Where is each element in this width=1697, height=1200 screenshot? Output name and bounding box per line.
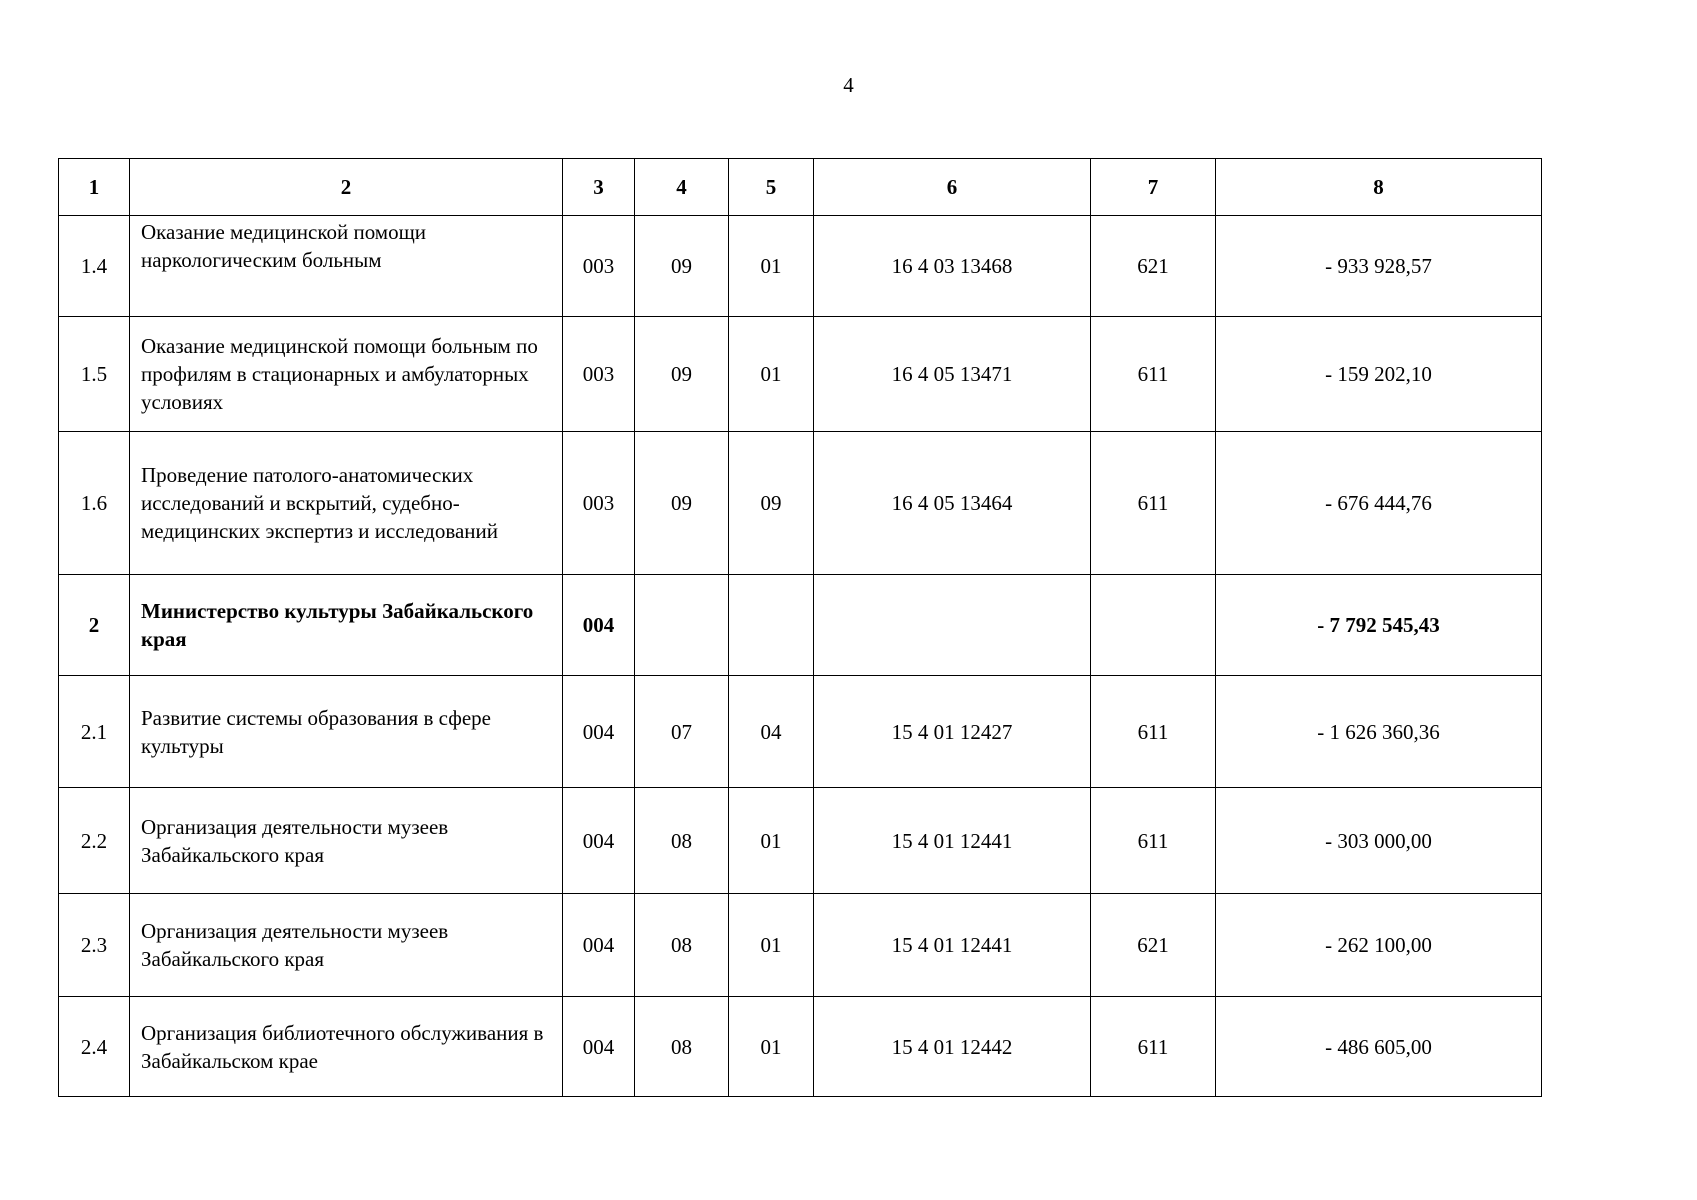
cell-col6 [814, 575, 1091, 676]
cell-col6: 15 4 01 12441 [814, 788, 1091, 894]
cell-col5: 01 [729, 317, 814, 432]
column-header: 3 [563, 159, 635, 216]
cell-col6: 15 4 01 12427 [814, 676, 1091, 788]
column-header: 7 [1091, 159, 1216, 216]
cell-col3: 004 [563, 676, 635, 788]
column-header: 5 [729, 159, 814, 216]
table-row [59, 894, 1542, 997]
row-number: 2.1 [59, 676, 130, 788]
cell-col4: 08 [635, 788, 729, 894]
table-header-row [59, 159, 1542, 216]
cell-amount: - 1 626 360,36 [1216, 676, 1542, 788]
cell-col6: 16 4 05 13464 [814, 432, 1091, 575]
row-name: Министерство культуры Забайкальского края [130, 575, 563, 676]
cell-col6: 16 4 03 13468 [814, 216, 1091, 317]
cell-amount: - 303 000,00 [1216, 788, 1542, 894]
row-name: Организация библиотечного обслуживания в Забайкальском крае [130, 997, 563, 1097]
row-name: Развитие системы образования в сфере культуры [130, 676, 563, 788]
table-row [59, 676, 1542, 788]
table-row [59, 216, 1542, 317]
cell-col6: 15 4 01 12441 [814, 894, 1091, 997]
cell-col4: 09 [635, 216, 729, 317]
column-header: 4 [635, 159, 729, 216]
table-row [59, 317, 1542, 432]
cell-col7: 611 [1091, 317, 1216, 432]
cell-amount: - 159 202,10 [1216, 317, 1542, 432]
table-row-section [59, 575, 1542, 676]
row-number: 2 [59, 575, 130, 676]
cell-col3: 003 [563, 216, 635, 317]
row-name: Проведение патолого-анатомических исследований и вскрытий, судебно-медицинских экспертиз и исследований [130, 432, 563, 575]
cell-col4: 08 [635, 997, 729, 1097]
cell-col5: 01 [729, 894, 814, 997]
cell-col7 [1091, 575, 1216, 676]
cell-col4: 09 [635, 317, 729, 432]
row-number: 2.3 [59, 894, 130, 997]
cell-col6: 15 4 01 12442 [814, 997, 1091, 1097]
cell-col5: 01 [729, 216, 814, 317]
column-header: 6 [814, 159, 1091, 216]
row-name: Оказание медицинской помощи наркологическим больным [130, 216, 563, 317]
table-row [59, 432, 1542, 575]
cell-col6: 16 4 05 13471 [814, 317, 1091, 432]
cell-amount: - 486 605,00 [1216, 997, 1542, 1097]
row-number: 1.5 [59, 317, 130, 432]
row-number: 1.6 [59, 432, 130, 575]
column-header: 1 [59, 159, 130, 216]
cell-col3: 003 [563, 317, 635, 432]
column-header: 8 [1216, 159, 1542, 216]
cell-col5: 04 [729, 676, 814, 788]
cell-amount: - 676 444,76 [1216, 432, 1542, 575]
cell-col7: 621 [1091, 894, 1216, 997]
cell-col3: 004 [563, 997, 635, 1097]
cell-col7: 611 [1091, 432, 1216, 575]
cell-col4 [635, 575, 729, 676]
row-number: 1.4 [59, 216, 130, 317]
cell-col3: 004 [563, 788, 635, 894]
cell-col7: 611 [1091, 676, 1216, 788]
cell-amount: - 7 792 545,43 [1216, 575, 1542, 676]
budget-table [58, 158, 1542, 1097]
cell-col7: 611 [1091, 997, 1216, 1097]
cell-amount: - 262 100,00 [1216, 894, 1542, 997]
row-number: 2.4 [59, 997, 130, 1097]
table-row [59, 788, 1542, 894]
cell-col4: 08 [635, 894, 729, 997]
row-name: Организация деятельности музеев Забайкальского края [130, 788, 563, 894]
cell-col7: 621 [1091, 216, 1216, 317]
cell-col5: 01 [729, 788, 814, 894]
cell-amount: - 933 928,57 [1216, 216, 1542, 317]
cell-col5: 09 [729, 432, 814, 575]
cell-col3: 004 [563, 894, 635, 997]
cell-col3: 004 [563, 575, 635, 676]
cell-col5 [729, 575, 814, 676]
page-number: 4 [843, 73, 854, 97]
cell-col4: 07 [635, 676, 729, 788]
cell-col5: 01 [729, 997, 814, 1097]
cell-col7: 611 [1091, 788, 1216, 894]
row-number: 2.2 [59, 788, 130, 894]
cell-col4: 09 [635, 432, 729, 575]
table-row [59, 997, 1542, 1097]
row-name: Организация деятельности музеев Забайкальского края [130, 894, 563, 997]
column-header: 2 [130, 159, 563, 216]
row-name: Оказание медицинской помощи больным по профилям в стационарных и амбулаторных условиях [130, 317, 563, 432]
cell-col3: 003 [563, 432, 635, 575]
